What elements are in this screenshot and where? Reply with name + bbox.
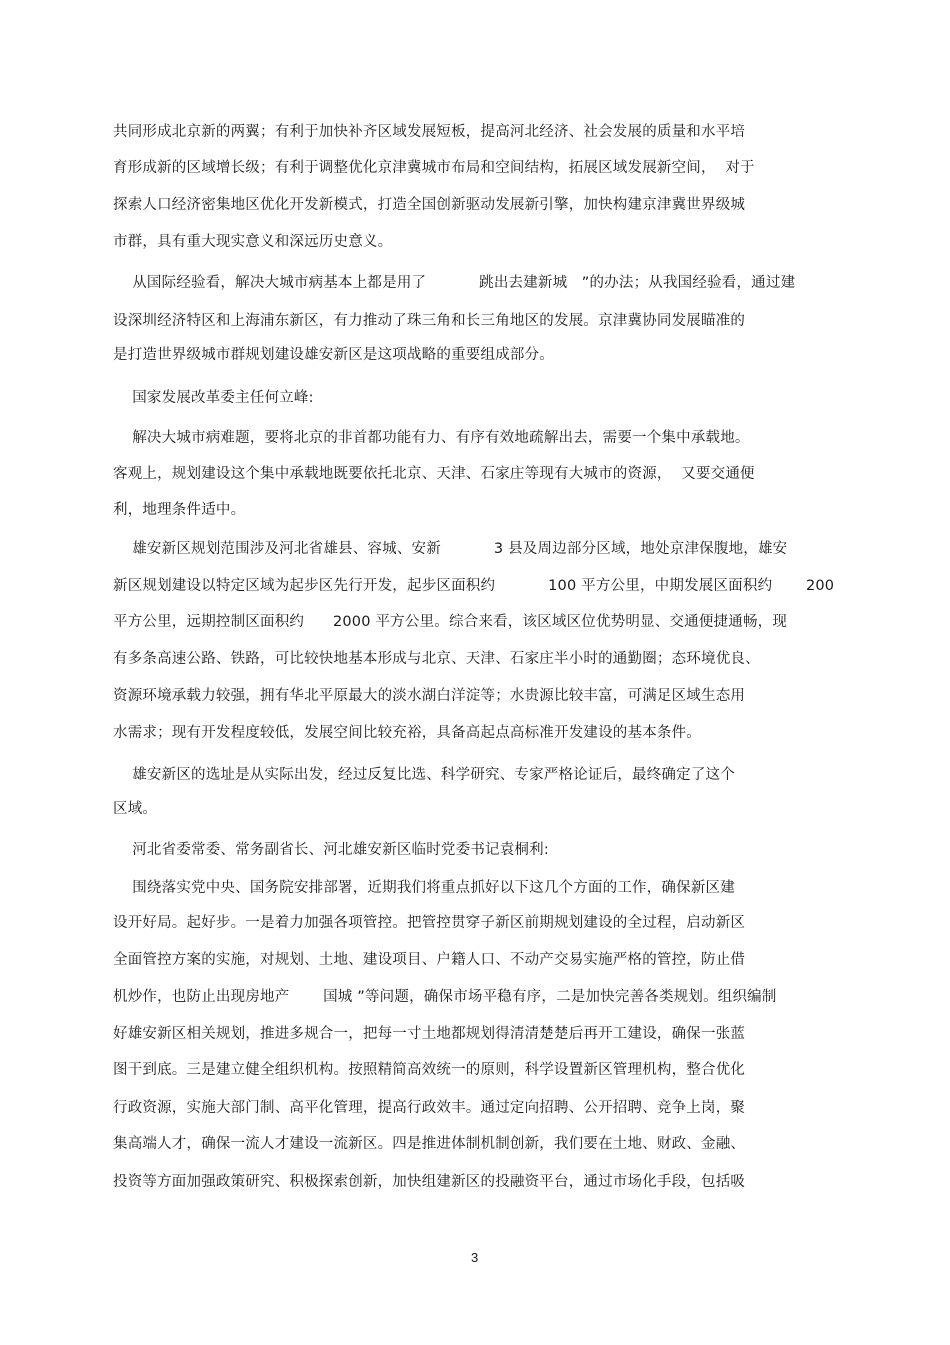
text-line: 国家发展改革委主任何立峰:: [113, 390, 314, 406]
text-line: 行政资源，实施大部门制、高平化管理，提高行政效丰。通过定向招聘、公开招聘、竞争上岗，聚: [113, 1100, 746, 1116]
text-line: 设深圳经济特区和上海浦东新区，有力推动了珠三角和长三角地区的发展。京津冀协同发展瞄准的: [113, 313, 746, 329]
text-line: 投资等方面加强政策研究、积极探索创新，加快组建新区的投融资平台，通过市场化手段，包括吸: [113, 1174, 746, 1190]
text-line: 雄安新区规划范围涉及河北省雄县、容城、安新 3 县及周边部分区域，地处京津保腹地，雄安: [113, 541, 788, 557]
text-line: 全面管控方案的实施，对规划、土地、建设项目、户籍人口、不动产交易实施严格的管控，防止借: [113, 952, 746, 968]
page-number: 3: [471, 1250, 479, 1265]
text-line: 好雄安新区相关规划，推进多规合一，把每一寸土地都规划得清清楚楚后再开工建设，确保一张蓝: [113, 1026, 746, 1042]
text-line: 围绕落实党中央、国务院安排部署，近期我们将重点抓好以下这几个方面的工作，确保新区建: [113, 880, 735, 896]
text-line: 探索人口经济密集地区优化开发新模式，打造全国创新驱动发展新引擎，加快构建京津冀世界级城: [113, 197, 746, 213]
text-line: 雄安新区的选址是从实际出发，经过反复比选、科学研究、专家严格论证后，最终确定了这个: [113, 767, 735, 783]
text-line: 集高端人才，确保一流人才建设一流新区。四是推进体制机制创新，我们要在土地、财政、金融、: [113, 1136, 746, 1152]
text-line: 新区规划建设以特定区域为起步区先行开发，起步区面积约 100 平方公里，中期发展区面积约 200: [113, 578, 835, 594]
text-line: 从国际经验看，解决大城市病基本上都是用了 跳出去建新城 ”的办法；从我国经验看，通过建: [113, 275, 796, 291]
text-line: 图干到底。三是建立健全组织机构。按照精简高效统一的原则，科学设置新区管理机构，整合优化: [113, 1062, 746, 1078]
text-line: 利，地理条件适中。: [113, 502, 246, 518]
text-line: 平方公里，远期控制区面积约 2000 平方公里。综合来看，该区域区位优势明显、交通便捷通畅，现: [113, 614, 788, 630]
text-line: 资源环境承载力较强，拥有华北平原最大的淡水湖白洋淀等；水贵源比较丰富，可满足区域生态用: [113, 688, 746, 704]
text-line: 客观上，规划建设这个集中承载地既要依托北京、天津、石家庄等现有大城市的资源， 又要交通便: [113, 466, 755, 482]
text-line: 共同形成北京新的两翼；有利于加快补齐区域发展短板，提高河北经济、社会发展的质量和水平培: [113, 124, 746, 140]
text-line: 设开好局。起好步。一是着力加强各项管控。把管控贯穿子新区前期规划建设的全过程，启动新区: [113, 915, 746, 931]
text-line: 水需求；现有开发程度较低，发展空间比较充裕，具备高起点高标准开发建设的基本条件。: [113, 725, 701, 741]
text-line: 有多条高速公路、铁路，可比较快地基本形成与北京、天津、石家庄半小时的通勤圈；态环境优良、: [113, 651, 760, 667]
text-line: 机炒作，也防止出现房地产 国城 ”等问题，确保市场平稳有序，二是加快完善各类规划。组织编制: [113, 989, 777, 1005]
text-line: 育形成新的区域增长级；有利于调整优化京津冀城市布局和空间结构，拓展区域发展新空间， 对于: [113, 160, 755, 176]
text-line: 区域。: [113, 801, 158, 817]
text-line: 是打造世界级城市群规划建设雄安新区是这项战略的重要组成部分。: [113, 347, 554, 363]
text-line: 市群，具有重大现实意义和深远历史意义。: [113, 234, 393, 250]
text-line: 河北省委常委、常务副省长、河北雄安新区临时党委书记袁桐利:: [113, 842, 549, 858]
text-line: 解决大城市病难题，要将北京的非首都功能有力、有序有效地疏解出去，需要一个集中承载地。: [113, 430, 750, 446]
